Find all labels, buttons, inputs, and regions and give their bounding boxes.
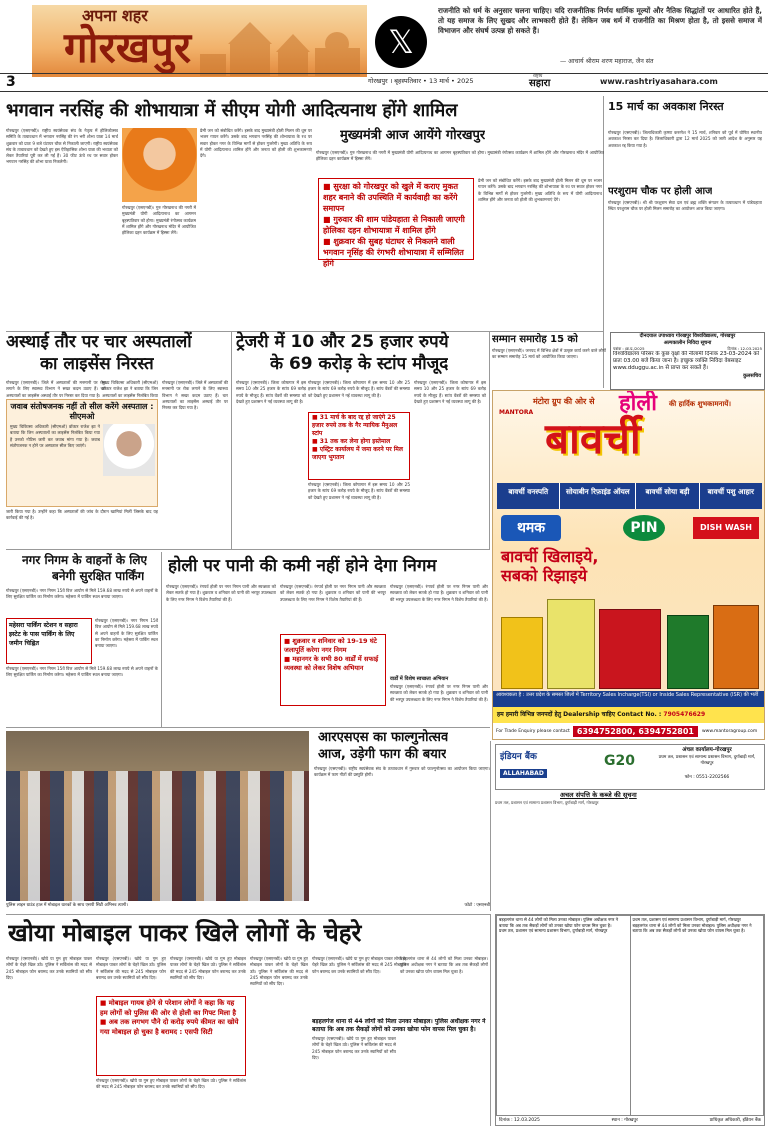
photo-caption-left: पुलिस लाइन ग्राउंड हाल में मोबाइल धारकों के साथ एसपी सिटी अभिनव त्यागी। bbox=[6, 903, 128, 908]
ad-tagline: बावर्ची खिलाइये, सबको रिझाइये bbox=[501, 547, 599, 585]
cmo-photo bbox=[103, 424, 155, 476]
ad-dishwash: DISH WASH bbox=[693, 517, 759, 539]
cm-yogi-photo bbox=[122, 128, 197, 202]
treasury-highlight-3: ■ एस्ट्रिट कार्यालय में जमा करने पर मिल जाएगा भुगतान bbox=[312, 446, 406, 462]
parking-headline-1: नगर निगम के वाहनों के लिए bbox=[22, 553, 148, 567]
pack-tin-icon bbox=[501, 617, 543, 689]
hospitals-inset-body: मुख्य चिकित्सा अधिकारी (सीएमओ) डॉक्टर राजेश झा ने बताया कि जिन अस्पतालों का लाइसेंस निलंबित किया गया है उनको नोटिस जारी कर जवाब मांगा गया है। जवाब संतोषजनक न होने पर अस्पताल सील किए जाएंगे। bbox=[10, 424, 100, 448]
page-number: 3 bbox=[6, 74, 16, 90]
hospitals-inset-headline: जवाब संतोषजनक नहीं तो सील करेंगे अस्पताल : सीएमओ bbox=[10, 402, 154, 421]
col-rule bbox=[161, 552, 162, 727]
pack-oil-icon bbox=[547, 599, 595, 689]
tender-title: अचल संपत्ति के कब्जे की सूचना bbox=[560, 791, 637, 799]
parshuram-body: गोरखपुर (एसएनबी)। श्री श्री परशुराम सेवा दल एवं ब्रह्म शक्ति संगठन के तत्वावधान में पांडेयहाता स्थित परशुराम चौक पर होली मिलन समारोह का आयोजन आज किया जाएगा। bbox=[608, 200, 762, 212]
lead-highlight-1: ■ सुरक्षा को गोरखपुर को खुले में कराए मुकत शहर बनाने की उपस्थिति में कार्यवाही का करेंगे समापन bbox=[323, 181, 469, 214]
people-group bbox=[6, 771, 309, 901]
treasury-highlight-2: ■ 31 तक कर लेना होगा इस्तेमाल bbox=[312, 438, 406, 446]
lead-body-left-lower-text: गोरखपुर (एसएनबी)। गुरु गोरखनाथ की नगरी में मुख्यमंत्री योगी आदित्यनाथ का आगमन बृहस्पतिवार को होगा। मुख्यमंत्री रंगोत्सव कार्यक्रम में शामिल होंगे और गोरखनाथ मंदिर में आयोजित होलिका दहन कार्यक्रम में हिस्सा लेंगे। bbox=[122, 205, 196, 236]
treasury-headline-2: के 69 करोड़ के स्टांप मौजूद bbox=[270, 354, 449, 374]
ad-holi-suffix: की हार्दिक शुभकामनायें। bbox=[669, 400, 731, 408]
table-cell-text: प्रथम तल, प्रशासन एवं सामान्य प्रशासन विभाग, दुर्गाबाड़ी मार्ग, गोरखपुर bbox=[632, 917, 741, 922]
col-rule bbox=[489, 331, 490, 549]
lead-body-mid: प्रेमी जन को संबोधित करेंगे। इसके बाद मुख्यमंत्री होली मिलन की धूम पर भजन गायन करेंगे। उसके बाद भगवान नरसिंह की शोभायात्रा के रथ पर सवार होकर नगर के विभिन्न मार्गों से होकर गुजरेगी। मुख्य अतिथि के रूप में योगी आदित्यनाथ शामिल होंगे और जनता को होली की शुभकामनाएं देंगे। bbox=[200, 128, 312, 159]
g20-logo: G20 bbox=[604, 753, 635, 769]
col-rule bbox=[231, 331, 232, 549]
table-cell-text: बड़हलगंज थाना से 44 लोगों को मिला उनका मोबाइल। पुलिस अधीक्षक नगर ने बताया कि अब तक सैकड़ों लोगों को उनका खोया फोन वापस मिल चुका है। bbox=[632, 922, 752, 933]
university-date: दिनांक : 12.03.2025 bbox=[727, 346, 762, 351]
parking-body-3: गोरखपुर (एसएनबी)। नगर निगम 15वें वित्त आयोग से मिले 159.68 लाख रुपये से अपने वाहनों के लिए सुरक्षित पार्किंग का निर्माण करेगा। महेसरा में पार्किंग स्थल बनाया जाएगा। bbox=[6, 666, 158, 678]
parking-headline-2: बनेगी सुरक्षित पार्किंग bbox=[52, 569, 145, 583]
table-cell-text: बड़हलगंज थाना से 44 लोगों को मिला उनका मोबाइल। पुलिस अधीक्षक नगर ने बताया कि अब तक सैकड़ों लोगों को उनका खोया फोन वापस मिल चुका है। bbox=[499, 917, 619, 928]
ad-product-2: सोयाबीन रिफ़ाइंड ऑयल bbox=[560, 483, 636, 509]
col-rule bbox=[490, 741, 491, 911]
treasury-body-4: गोरखपुर (एसएनबी)। जिला कोषागार में इस समय 10 और 25 हजार के स्टांप 69 करोड़ रुपये के मौजूद हैं। स्टांप वेंडरों की समस्या को देखते हुए प्रशासन ने नई व्यवस्था लागू की है। bbox=[414, 380, 486, 404]
hospitals-body: गोरखपुर (एसएनबी)। जिले में अस्पतालों की मनमानी पर रोक लगाने के लिए स्वास्थ्य विभाग ने सख्त कदम उठाए हैं। चार अस्पतालों का लाइसेंस अस्थाई तौर पर निरस्त कर दिया गया है। bbox=[6, 380, 106, 398]
mobiles-body-6: गोरखपुर (एसएनबी)। खोये या गुम हुए मोबाइल पाकर लोगों के चेहरे खिल उठे। पुलिस ने सर्विलांस की मदद से 245 मोबाइल फोन बरामद कर उनके स्वामियों को सौंप दिए। bbox=[312, 956, 406, 974]
indian-bank-strip bbox=[495, 744, 765, 790]
lead-highlights bbox=[318, 178, 474, 268]
mobiles-body-3: गोरखपुर (एसएनबी)। खोये या गुम हुए मोबाइल पाकर लोगों के चेहरे खिल उठे। पुलिस ने सर्विलांस की मदद से 245 मोबाइल फोन बरामद कर उनके स्वामियों को सौंप दिए। bbox=[96, 1078, 246, 1090]
paper-name: सहारा bbox=[529, 78, 551, 89]
university-notice bbox=[610, 332, 765, 390]
footer-row bbox=[496, 1115, 764, 1125]
ad-product-3: बावर्ची सोया बड़ी bbox=[636, 483, 699, 509]
holi-water-body-3: गोरखपुर (एसएनबी)। रंगपर्व होली पर नगर निगम पानी और स्वच्छता को लेकर सतर्क हो गया है। शुक्रवार व शनिवार को पानी की भरपूर उपलब्धता के लिए नगर निगम ने विशेष तैयारियां की हैं। bbox=[390, 584, 488, 602]
rss-headline-1: आरएसएस का फाल्गुनोत्सव bbox=[318, 730, 449, 745]
mobiles-highlight-2: ■ अब तक लगभग पौने दो करोड़ रुपये कीमत का खोये गया मोबाइल हो चुका है बरामद : एसपी सिटी bbox=[100, 1018, 242, 1037]
ad-contact-no: 7905476629 bbox=[663, 711, 706, 718]
parshuram-headline: परशुराम चौक पर होली आज bbox=[608, 186, 713, 197]
parking-inset: महेसरा पार्किंग स्टेशन व सहारा इस्टेट के पास पार्किंग के लिए जमीन चिह्नित bbox=[6, 618, 92, 664]
mobile-recovery-photo bbox=[6, 731, 309, 901]
mobiles-headline: खोया मोबाइल पाकर खिले लोगों के चेहरे bbox=[8, 919, 362, 947]
mobiles-highlight-1: ■ मोबाइल गायब होने से परेशान लोगों ने कहा कि यह हम लोगों को पुलिस की ओर से होली का गिफ्ट मिला है bbox=[100, 999, 242, 1018]
ad-product-1: बावर्ची वनस्पति bbox=[497, 483, 560, 509]
treasury-body-2: गोरखपुर (एसएनबी)। जिला कोषागार में इस समय 10 और 25 हजार के स्टांप 69 करोड़ रुपये के मौजूद हैं। स्टांप वेंडरों की समस्या को देखते हुए प्रशासन ने नई व्यवस्था लागू की है। bbox=[308, 380, 410, 398]
footer-date: दिनांक : 12.03.2025 bbox=[499, 1118, 540, 1123]
col-rule bbox=[603, 96, 604, 388]
photo-caption bbox=[6, 903, 490, 909]
lead-headline: भगवान नरसिंह की शोभायात्रा में सीएम योगी आदित्यनाथ होंगे शामिल bbox=[6, 100, 458, 121]
indian-bank-logo: इंडियन बैंक bbox=[500, 752, 537, 762]
university-subtitle: अल्पकालीन निविदा सूचना bbox=[663, 340, 712, 346]
photo-caption-right: फोटो : एसएनबी bbox=[464, 903, 490, 908]
university-ref: पत्रांक : /क्र.प्र./2025 bbox=[613, 346, 645, 351]
ad-dealership: हम हमारी विभिन्न जनपदों हेतु Dealership चाहिए Contact No. : bbox=[497, 711, 662, 718]
holi-water-highlights bbox=[280, 634, 386, 706]
office-phone: फोन : 0551-2202566 bbox=[684, 775, 730, 780]
office-address: प्रथम तल, प्रशासन एवं सामान्य प्रशासन विभाग, दुर्गाबाड़ी मार्ग, गोरखपुर bbox=[658, 755, 756, 766]
ad-phones: 6394752800, 6394752801 bbox=[573, 726, 698, 737]
pack-soya-icon bbox=[667, 615, 709, 689]
ad-brand: बावर्ची bbox=[545, 414, 641, 463]
holiday-body: गोरखपुर (एसएनबी)। जिलाधिकारी कृष्णा करुणेश ने 15 मार्च, शनिवार को पूर्व में घोषित स्थानीय अवकाश निरस्त कर दिया है। जिलाधिकारी द्वारा 12 मार्च 2025 को जारी आदेश के अनुसार यह अवकाश रद्द किया गया है। bbox=[608, 130, 762, 148]
table-cell-text: प्रथम तल, प्रशासन एवं सामान्य प्रशासन विभाग, दुर्गाबाड़ी मार्ग, गोरखपुर bbox=[499, 928, 608, 933]
hospitals-body-4: मुख्य चिकित्सा अधिकारी (सीएमओ) डॉक्टर राजेश झा ने बताया कि जिन अस्पतालों का लाइसेंस निलंबित किया bbox=[102, 380, 158, 398]
mobiles-body-4: गोरखपुर (एसएनबी)। खोये या गुम हुए मोबाइल पाकर लोगों के चेहरे खिल उठे। पुलिस ने सर्विलांस की मदद से 245 मोबाइल फोन बरामद कर उनके स्वामियों को सौंप दिए। bbox=[170, 956, 246, 980]
lead-sub-body: गोरखपुर (एसएनबी)। गुरु गोरखनाथ की नगरी में मुख्यमंत्री योगी आदित्यनाथ का आगमन बृहस्पतिवार को होगा। मुख्यमंत्री रंगोत्सव कार्यक्रम में शामिल होंगे और गोरखनाथ मंदिर में आयोजित होलिका दहन कार्यक्रम में हिस्सा लेंगे। bbox=[316, 150, 604, 162]
masthead-tagline: अपना शहर bbox=[82, 6, 148, 25]
holi-water-headline: होली पर पानी की कमी नहीं होने देगा निगम bbox=[168, 556, 437, 576]
ad-website: www.mantoragroup.com bbox=[701, 729, 758, 734]
holi-water-highlight-1: ■ शुक्रवार व शनिवार को 19-19 घंटे जलापूर्ति करेगा नगर निगम bbox=[284, 637, 382, 655]
ad-holi: होली bbox=[619, 391, 657, 416]
table-row bbox=[497, 916, 764, 1119]
footer-place: स्थान : गोरखपुर bbox=[611, 1118, 638, 1123]
hospitals-body-2: जारी किया गया है। उन्होंने कहा कि अस्पतालों की जांच के दौरान खामियां मिलीं जिसके बाद यह कार्रवाई की गई है। bbox=[6, 509, 158, 521]
allahabad-label: ALLAHABAD bbox=[500, 769, 547, 778]
treasury-body-3: गोरखपुर (एसएनबी)। जिला कोषागार में इस समय 10 और 25 हजार के स्टांप 69 करोड़ रुपये के मौजूद हैं। स्टांप वेंडरों की समस्या को देखते हुए प्रशासन ने नई व्यवस्था लागू की है। bbox=[308, 482, 410, 500]
rss-headline-2: आज, उड़ेगी फाग की बयार bbox=[318, 747, 447, 762]
lead-sub-headline: मुख्यमंत्री आज आयेंगे गोरखपुर bbox=[340, 128, 486, 143]
hospitals-inset bbox=[6, 399, 158, 507]
pack-feed-icon bbox=[713, 605, 759, 689]
treasury-highlight-1: ■ 31 मार्च के बाद रद्द हो जाएंगे 25 हजार रुपये तक के गैर न्यायिक मैनुअल स्टांप bbox=[312, 414, 406, 438]
mobiles-body-8: बड़हलगंज थाना से 44 लोगों को मिला उनका मोबाइल। पुलिस अधीक्षक नगर ने बताया कि अब तक सैकड़ों लोगों को उनका खोया फोन वापस मिल चुका है। bbox=[400, 956, 488, 974]
col-rule bbox=[490, 914, 491, 1126]
footer-officer: प्राधिकृत अधिकारी, इंडियन बैंक bbox=[709, 1118, 761, 1123]
lead-body-right: प्रेमी जन को संबोधित करेंगे। इसके बाद मुख्यमंत्री होली मिलन की धूम पर भजन गायन करेंगे। उसके बाद भगवान नरसिंह की शोभायात्रा के रथ पर सवार होकर नगर के विभिन्न मार्गों से होकर गुजरेगी। मुख्य अतिथि के रूप में योगी आदित्यनाथ शामिल होंगे और जनता को होली की शुभकामनाएं देंगे। bbox=[478, 178, 602, 202]
mobiles-body-7: गोरखपुर (एसएनबी)। खोये या गुम हुए मोबाइल पाकर लोगों के चेहरे खिल उठे। पुलिस ने सर्विलांस की मदद से 245 मोबाइल फोन बरामद कर उनके स्वामियों को सौंप दिए। bbox=[312, 1036, 396, 1060]
treasury-body: गोरखपुर (एसएनबी)। जिला कोषागार में इस समय 10 और 25 हजार के स्टांप 69 करोड़ रुपये के मौजूद हैं। स्टांप वेंडरों की समस्या को देखते हुए प्रशासन ने नई व्यवस्था लागू की है। bbox=[236, 380, 306, 404]
university-title: दीनदयाल उपाध्याय गोरखपुर विश्वविद्यालय, गोरखपुर bbox=[639, 333, 736, 339]
pack-box-icon bbox=[599, 609, 661, 689]
paper-prefix: राष्ट्रीय bbox=[533, 74, 543, 79]
dateline: गोरखपुर । बृहस्पतिवार • 13 मार्च • 2025 bbox=[368, 77, 474, 85]
hospitals-headline-1: अस्थाई तौर पर चार अस्पतालों bbox=[6, 332, 192, 352]
rule bbox=[6, 549, 490, 550]
table-cell bbox=[630, 916, 764, 1119]
rule bbox=[6, 914, 490, 915]
ad-product-strip bbox=[497, 483, 762, 509]
lead-highlight-2: ■ गुरुवार की शाम पांडेयहाता से निकाली जाएगी होलिका दहन शोभायात्रा में शामिल होंगे bbox=[323, 214, 469, 236]
website: www.rashtriyasahara.com bbox=[600, 77, 718, 86]
mobiles-body: गोरखपुर (एसएनबी)। खोये या गुम हुए मोबाइल पाकर लोगों के चेहरे खिल उठे। पुलिस ने सर्विलांस की मदद से 245 मोबाइल फोन बरामद कर उनके स्वामियों को सौंप दिए। bbox=[6, 956, 92, 980]
mobiles-highlights bbox=[96, 996, 246, 1076]
quote-author: — आचार्य श्रीराम शरण महाराज, जैन संत bbox=[560, 58, 654, 65]
x-logo-icon: 𝕏 bbox=[375, 16, 427, 68]
ad-detergent: थमक bbox=[501, 515, 561, 541]
hospitals-body-3: गोरखपुर (एसएनबी)। जिले में अस्पतालों की मनमानी पर रोक लगाने के लिए स्वास्थ्य विभाग ने सख्त कदम उठाए हैं। चार अस्पतालों का लाइसेंस अस्थाई तौर पर निरस्त कर दिया गया है। bbox=[162, 380, 228, 411]
ad-product-4: बावर्ची पशु आहार bbox=[707, 487, 754, 496]
bawarchi-ad bbox=[492, 390, 765, 740]
ad-trade-row bbox=[493, 723, 765, 740]
masthead-title: गोरखपुर bbox=[64, 23, 192, 72]
tender-body: प्रथम तल, प्रशासन एवं सामान्य प्रशासन विभाग, दुर्गाबाड़ी मार्ग, गोरखपुर bbox=[495, 800, 599, 805]
lead-highlight-3: ■ शुक्रवार की सुबह घंटाघर से निकलने वाली भगवान नृसिंह की रंगभरी शोभायात्रा में सम्मिलित होंगे bbox=[323, 236, 469, 269]
felicitation-body: गोरखपुर (एसएनबी)। जनपद में विभिन्न क्षेत्रों में उत्कृष्ट कार्य करने वाले लोगों का सम्मान समारोह 15 मार्च को आयोजित किया जाएगा। bbox=[492, 348, 606, 360]
table-cell bbox=[497, 916, 631, 1119]
ad-pin: PIN bbox=[623, 515, 665, 541]
ad-greeting: मंटोरा ग्रुप की ओर से bbox=[533, 397, 595, 406]
holi-water-body-4: गोरखपुर (एसएनबी)। रंगपर्व होली पर नगर निगम पानी और स्वच्छता को लेकर सतर्क हो गया है। शुक्रवार व शनिवार को पानी की भरपूर उपलब्धता के लिए नगर निगम ने विशेष तैयारियां की हैं। bbox=[390, 684, 488, 702]
holi-water-highlight-2: ■ महानगर के सभी 80 वार्डों में सफाई व्यवस्था को लेकर विशेष अभियान bbox=[284, 655, 382, 673]
holi-water-campaign: वार्डों में विशेष स्वच्छता अभियान bbox=[390, 676, 449, 682]
masthead bbox=[0, 0, 768, 94]
holiday-headline: 15 मार्च का अवकाश निरस्त bbox=[608, 100, 724, 113]
university-signature: कुलसचिव bbox=[743, 373, 761, 379]
hospitals-headline-2: का लाइसेंस निरस्त bbox=[40, 354, 154, 374]
treasury-highlights bbox=[308, 412, 410, 480]
possession-notice bbox=[495, 914, 765, 1126]
felicitation-headline: सम्मान समारोह 15 को bbox=[492, 334, 578, 345]
university-body: विश्वविद्यालय परिसर के कुछ वृक्षों की नीलामी दिनांक 23-03-2024 को प्रातः 03.00 बजे किया जाना है। इच्छुक व्यक्ति निविदा वेबसाइट www.dduggu.ac.in से प्राप्त कर सकते हैं। bbox=[613, 351, 760, 371]
masthead-rule bbox=[0, 73, 768, 74]
mobiles-sub-headline: बड़हलगंज थाना से 44 लोगों को मिला उनका मोबाइल। पुलिस अधीक्षक नगर ने बताया कि अब तक सैकड़ों लोगों को उनका खोया फोन वापस मिल चुका है। bbox=[312, 1018, 486, 1033]
possession-table bbox=[496, 915, 764, 1119]
parking-body: गोरखपुर (एसएनबी)। नगर निगम 15वें वित्त आयोग से मिले 159.68 लाख रुपये से अपने वाहनों के लिए सुरक्षित पार्किंग का निर्माण करेगा। महेसरा में पार्किंग स्थल बनाया जाएगा। bbox=[6, 588, 158, 600]
rule bbox=[6, 727, 490, 728]
ad-trade-label: For Trade Enquiry please contact bbox=[496, 729, 570, 734]
lead-body-left: गोरखपुर (एसएनबी)। राष्ट्रीय स्वयंसेवक संघ के नेतृत्व में होलिकोत्सव समिति के तत्वावधान में भगवान नरसिंह की रंग भरी शोभा यात्रा 14 मार्च शुक्रवार को प्रातः 9 बजे घंटाघर चौक से निकाली जाएगी। राष्ट्रीय स्वयंसेवक संघ के तत्वावधान को देखते हुए इस ऐतिहासिक शोभा यात्रा की भव्यता को लेकर तैयारियां पूरी कर ली गई हैं। 30 फीट ऊंचे रथ पर सवार होकर भगवान नरसिंह की शोभा यात्रा निकलेगी। bbox=[6, 128, 118, 165]
holi-water-body: गोरखपुर (एसएनबी)। रंगपर्व होली पर नगर निगम पानी और स्वच्छता को लेकर सतर्क हो गया है। शुक्रवार व शनिवार को पानी की भरपूर उपलब्धता के लिए नगर निगम ने विशेष तैयारियां की हैं। bbox=[166, 584, 276, 602]
rss-body: गोरखपुर (एसएनबी)। राष्ट्रीय स्वयंसेवक संघ के तत्वावधान में गुरुवार को फाल्गुनोत्सव का आयोजन किया जाएगा। कार्यक्रम में फाग गीतों की प्रस्तुति होगी। bbox=[314, 766, 490, 778]
mobiles-body-5: गोरखपुर (एसएनबी)। खोये या गुम हुए मोबाइल पाकर लोगों के चेहरे खिल उठे। पुलिस ने सर्विलांस की मदद से 245 मोबाइल फोन बरामद कर उनके स्वामियों को सौंप दिए। bbox=[250, 956, 308, 987]
mobiles-body-2: गोरखपुर (एसएनबी)। खोये या गुम हुए मोबाइल पाकर लोगों के चेहरे खिल उठे। पुलिस ने सर्विलांस की मदद से 245 मोबाइल फोन बरामद कर उनके स्वामियों को सौंप दिए। bbox=[96, 956, 166, 980]
treasury-headline-1: ट्रेजरी में 10 और 25 हजार रुपये bbox=[236, 332, 449, 352]
ad-product-packs bbox=[501, 589, 759, 689]
mantora-logo: MANTORA bbox=[499, 409, 534, 416]
ad-dealership-row bbox=[493, 707, 765, 723]
holi-water-body-2: गोरखपुर (एसएनबी)। रंगपर्व होली पर नगर निगम पानी और स्वच्छता को लेकर सतर्क हो गया है। शुक्रवार व शनिवार को पानी की भरपूर उपलब्धता के लिए नगर निगम ने विशेष तैयारियां की हैं। bbox=[280, 584, 386, 602]
office-title: अंचल कार्यालय-गोरखपुर bbox=[682, 747, 732, 753]
quote-text: राजनीति को धर्म के अनुसार चलना चाहिए। यदि राजनीतिक निर्णय धार्मिक मूल्यों और नैतिक सिद्धांतों पर आधारित होते हैं, तो यह समाज के लिए सुखद और लाभकारी होते हैं। लेकिन जब धर्म में राजनीति का मिश्रण होता है, तो इससे समाज में विभाजन और संघर्ष उत्पन्न हो सकते हैं। bbox=[438, 6, 762, 35]
parking-body-2: गोरखपुर (एसएनबी)। नगर निगम 15वें वित्त आयोग से मिले 159.68 लाख रुपये से अपने वाहनों के लिए सुरक्षित पार्किंग का निर्माण करेगा। महेसरा में पार्किंग स्थल बनाया जाएगा। bbox=[95, 618, 158, 649]
ad-recruit: आवश्यकता है : उत्तर प्रदेश के समस्त जिलों में Territory Sales Incharge(TSI) or Inside Sales Representative (ISR) की भर्ती bbox=[493, 691, 765, 707]
masthead-bottom-rule bbox=[0, 91, 768, 92]
lead-body-left-lower bbox=[122, 205, 196, 328]
